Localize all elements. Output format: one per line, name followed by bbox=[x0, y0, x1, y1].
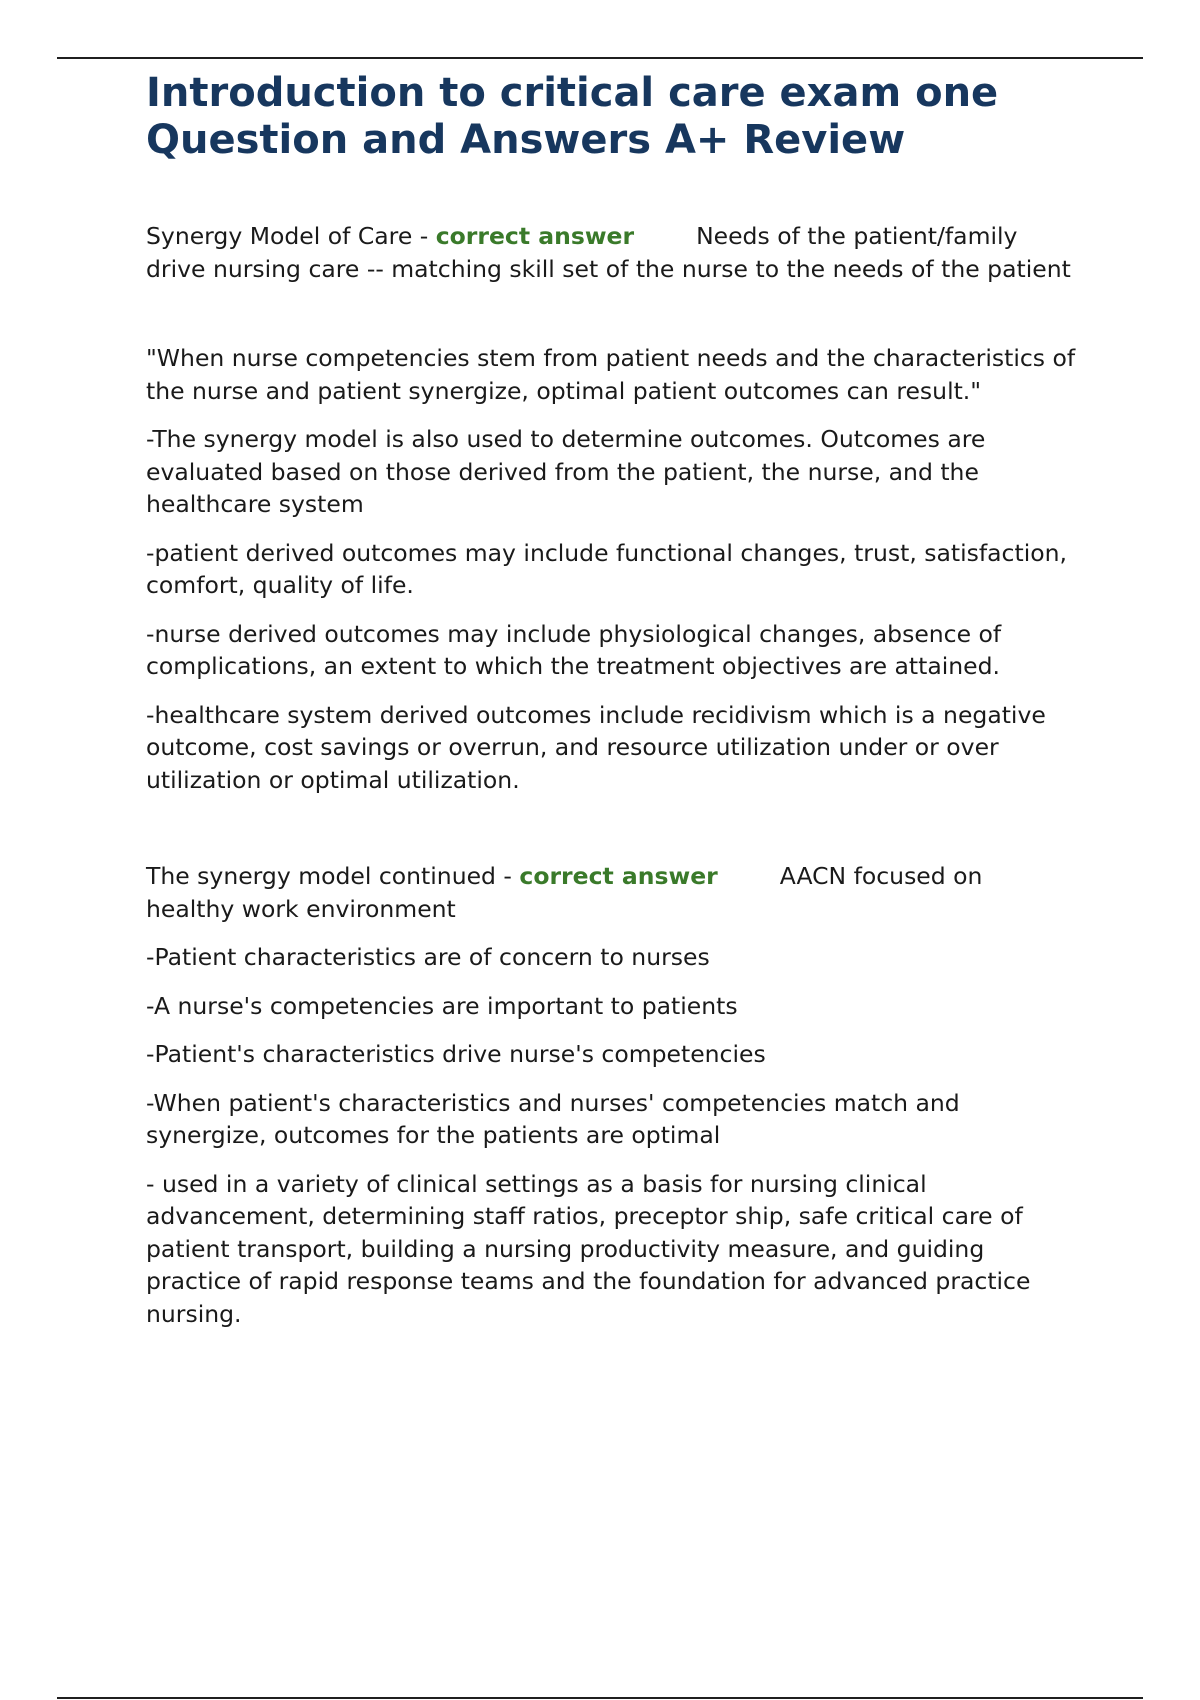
question-block-2 bbox=[146, 860, 1076, 1330]
answer-paragraph: -Patient characteristics are of concern to nurses bbox=[146, 943, 710, 971]
answer-paragraph: -nurse derived outcomes may include physiological changes, absence of complications, an extent to which the treatment objectives are attained. bbox=[146, 619, 1002, 680]
question-line bbox=[146, 860, 1076, 925]
footer-rule bbox=[57, 1697, 1143, 1699]
answer-paragraph: -The synergy model is also used to determine outcomes. Outcomes are evaluated based on those derived from the patient, the nurse, and the healthcare system bbox=[146, 425, 986, 518]
question-term: The synergy model continued - bbox=[146, 862, 520, 890]
header-rule bbox=[57, 57, 1143, 59]
answer-text: Needs of the patient/family drive nursing care -- matching skill set of the nurse to the needs of the patient bbox=[146, 222, 1071, 283]
title-line-2: Question and Answers A+ Review bbox=[146, 117, 906, 163]
title-line-1: Introduction to critical care exam one bbox=[146, 70, 999, 116]
question-line bbox=[146, 220, 1076, 285]
answer-paragraph: -healthcare system derived outcomes include recidivism which is a negative outcome, cost savings or overrun, and resource utilization under or over utilization or optimal utilization. bbox=[146, 700, 1046, 794]
document-body bbox=[146, 70, 1076, 1330]
answer-text: AACN focused on healthy work environment bbox=[146, 862, 983, 923]
answer-paragraph: -patient derived outcomes may include functional changes, trust, satisfaction, comfort, quality of life. bbox=[146, 538, 1067, 599]
answer-paragraph: "When nurse competencies stem from patient needs and the characteristics of the nurse and patient synergize, optimal patient outcomes can result." bbox=[146, 344, 1076, 405]
question-term: Synergy Model of Care - bbox=[146, 222, 436, 250]
question-block-1 bbox=[146, 220, 1076, 796]
answer-paragraph: - used in a variety of clinical settings as a basis for nursing clinical advancement, determining staff ratios, preceptor ship, safe critical care of patient transport, building a nursing productivity measure, and guiding practice of rapid response teams and the foundation for advanced practice nursing. bbox=[146, 1169, 1031, 1328]
answer-paragraph: -Patient's characteristics drive nurse's competencies bbox=[146, 1040, 766, 1068]
answer-paragraph: -When patient's characteristics and nurses' competencies match and synergize, outcomes for the patients are optimal bbox=[146, 1088, 960, 1149]
correct-answer-label: correct answer bbox=[435, 222, 635, 250]
document-title bbox=[146, 70, 1076, 164]
correct-answer-label: correct answer bbox=[519, 862, 718, 890]
answer-paragraph: -A nurse's competencies are important to patients bbox=[146, 991, 738, 1020]
